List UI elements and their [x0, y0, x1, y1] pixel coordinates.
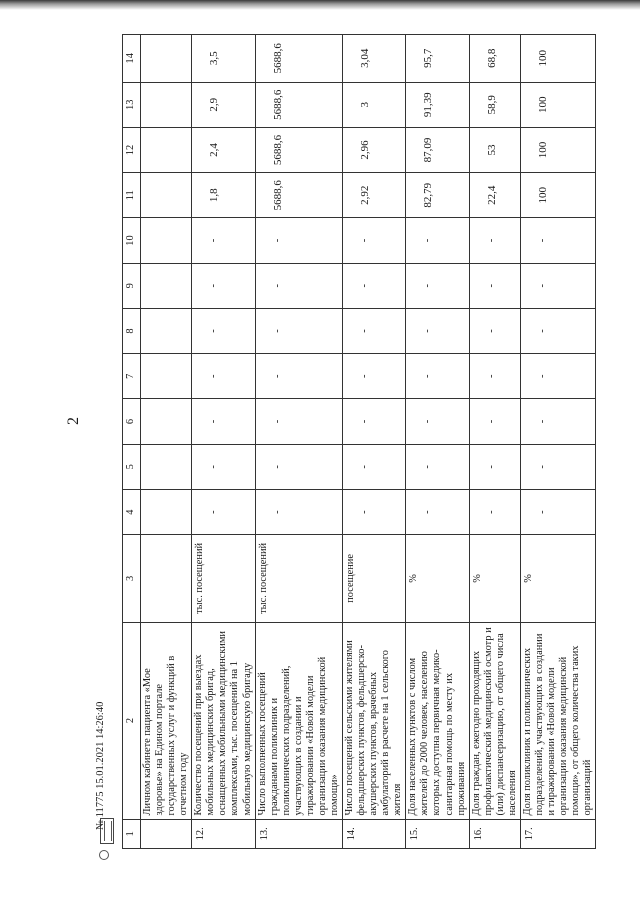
value-cell: 91,39 — [406, 82, 469, 127]
value-cell: - — [469, 444, 520, 489]
column-header: 11 — [123, 173, 141, 218]
value-cell: 1,8 — [192, 173, 255, 218]
column-header: 5 — [123, 444, 141, 489]
value-cell — [141, 173, 192, 218]
indicator-name: Личном кабинете пациента «Мое здоровье» на Едином портале государственных услуг и функций в отчетном году — [141, 622, 192, 819]
value-cell: - — [469, 263, 520, 308]
value-cell: - — [520, 489, 595, 534]
value-cell: - — [255, 218, 342, 263]
value-cell: - — [255, 354, 342, 399]
value-cell: 87,09 — [406, 127, 469, 172]
value-cell: 2,4 — [192, 127, 255, 172]
value-cell: - — [406, 218, 469, 263]
value-cell: - — [255, 444, 342, 489]
column-header: 4 — [123, 489, 141, 534]
value-cell — [141, 308, 192, 353]
value-cell: - — [255, 489, 342, 534]
indicator-name: Число посещений сельскими жителями фельдшерских пунктов, фельдшерско-акушерских пунктов, врачебных амбулаторий в расчете на 1 сельского жителя — [343, 622, 406, 819]
value-cell — [141, 489, 192, 534]
column-header: 14 — [123, 35, 141, 83]
value-cell: 100 — [520, 82, 595, 127]
value-cell: - — [406, 489, 469, 534]
value-cell — [141, 354, 192, 399]
value-cell: - — [343, 444, 406, 489]
indicator-name: Доля граждан, ежегодно проходящих профилактический медицинский осмотр и (или) диспансеризацию, от общего числа населения — [469, 622, 520, 819]
value-cell: - — [192, 399, 255, 444]
value-cell: - — [255, 399, 342, 444]
column-header: 2 — [123, 622, 141, 819]
value-cell: - — [406, 444, 469, 489]
value-cell: - — [520, 354, 595, 399]
value-cell: - — [406, 354, 469, 399]
value-cell: 53 — [469, 127, 520, 172]
value-cell: - — [406, 263, 469, 308]
column-header: 13 — [123, 82, 141, 127]
value-cell: 2,96 — [343, 127, 406, 172]
indicator-name: Количество посещений при выездах мобильных медицинских бригад, оснащенных мобильными медицинскими комплексами, тыс. посещений на 1 мобильную медицинскую бригаду — [192, 622, 255, 819]
unit-of-measure: % — [469, 535, 520, 622]
row-number: 15. — [406, 819, 469, 848]
value-cell: 5688,6 — [255, 35, 342, 83]
table-row — [469, 35, 520, 849]
value-cell: 100 — [520, 35, 595, 83]
value-cell: - — [406, 399, 469, 444]
value-cell: - — [343, 399, 406, 444]
value-cell: 3,5 — [192, 35, 255, 83]
value-cell: - — [520, 444, 595, 489]
row-number: 16. — [469, 819, 520, 848]
page-number: 2 — [65, 417, 82, 425]
unit-of-measure: % — [520, 535, 595, 622]
value-cell: - — [192, 218, 255, 263]
column-header: 7 — [123, 354, 141, 399]
table-row — [255, 35, 342, 849]
value-cell: 5688,6 — [255, 173, 342, 218]
stamp-circle-mark — [99, 850, 109, 860]
value-cell: - — [192, 263, 255, 308]
value-cell: - — [520, 263, 595, 308]
value-cell: - — [469, 218, 520, 263]
unit-of-measure: тыс. посещений — [192, 535, 255, 622]
table-row — [520, 35, 595, 849]
indicators-table-sheet — [122, 34, 594, 849]
table-row — [141, 35, 192, 849]
value-cell: - — [343, 263, 406, 308]
value-cell: - — [255, 308, 342, 353]
column-header: 12 — [123, 127, 141, 172]
value-cell: 68,8 — [469, 35, 520, 83]
column-header: 10 — [123, 218, 141, 263]
value-cell: - — [343, 218, 406, 263]
value-cell: 3 — [343, 82, 406, 127]
indicator-name: Доля населенных пунктов с числом жителей до 2000 человек, населению которых доступна первичная медико-санитарная помощь по месту их проживания — [406, 622, 469, 819]
value-cell: 5688,6 — [255, 127, 342, 172]
value-cell — [141, 82, 192, 127]
column-header: 3 — [123, 535, 141, 622]
table-row — [343, 35, 406, 849]
value-cell: - — [406, 308, 469, 353]
row-number: 12. — [192, 819, 255, 848]
unit-of-measure — [141, 535, 192, 622]
indicator-name: Доля поликлиник и поликлинических подразделений, участвующих в создании и тиражировании «Новой модели организации оказания медицинской помощи», от общего количества таких организаций — [520, 622, 595, 819]
row-number: 17. — [520, 819, 595, 848]
row-number: 14. — [343, 819, 406, 848]
value-cell: 2,9 — [192, 82, 255, 127]
table-row — [406, 35, 469, 849]
row-number: 13. — [255, 819, 342, 848]
value-cell — [141, 263, 192, 308]
value-cell: - — [192, 444, 255, 489]
column-header-row — [123, 35, 141, 849]
value-cell: - — [520, 218, 595, 263]
document-registration-footer: № 11775 15.01.2021 14:26:40 — [95, 701, 106, 830]
value-cell: 100 — [520, 127, 595, 172]
column-header: 1 — [123, 819, 141, 848]
indicators-table — [122, 34, 596, 849]
value-cell: - — [192, 489, 255, 534]
unit-of-measure: посещение — [343, 535, 406, 622]
value-cell: 82,79 — [406, 173, 469, 218]
value-cell: 58,9 — [469, 82, 520, 127]
value-cell: - — [520, 399, 595, 444]
value-cell — [141, 127, 192, 172]
value-cell — [141, 35, 192, 83]
value-cell: - — [343, 308, 406, 353]
value-cell — [141, 444, 192, 489]
value-cell: 100 — [520, 173, 595, 218]
unit-of-measure: % — [406, 535, 469, 622]
value-cell: 5688,6 — [255, 82, 342, 127]
column-header: 6 — [123, 399, 141, 444]
value-cell: 3,04 — [343, 35, 406, 83]
value-cell: - — [255, 263, 342, 308]
value-cell: - — [469, 489, 520, 534]
indicator-name: Число выполненных посещений гражданами поликлиник и поликлинических подразделений, участвующих в создании и тиражировании «Новой модели организации оказания медицинской помощи» — [255, 622, 342, 819]
row-number — [141, 819, 192, 848]
value-cell: - — [469, 354, 520, 399]
value-cell: 95,7 — [406, 35, 469, 83]
value-cell: - — [520, 308, 595, 353]
value-cell: - — [192, 308, 255, 353]
value-cell: 22,4 — [469, 173, 520, 218]
scan-edge-shadow — [0, 0, 640, 10]
unit-of-measure: тыс. посещений — [255, 535, 342, 622]
value-cell: - — [469, 308, 520, 353]
column-header: 8 — [123, 308, 141, 353]
value-cell: - — [192, 354, 255, 399]
value-cell: - — [469, 399, 520, 444]
value-cell: - — [343, 489, 406, 534]
value-cell: - — [343, 354, 406, 399]
table-row — [192, 35, 255, 849]
value-cell: 2,92 — [343, 173, 406, 218]
column-header: 9 — [123, 263, 141, 308]
value-cell — [141, 218, 192, 263]
value-cell — [141, 399, 192, 444]
